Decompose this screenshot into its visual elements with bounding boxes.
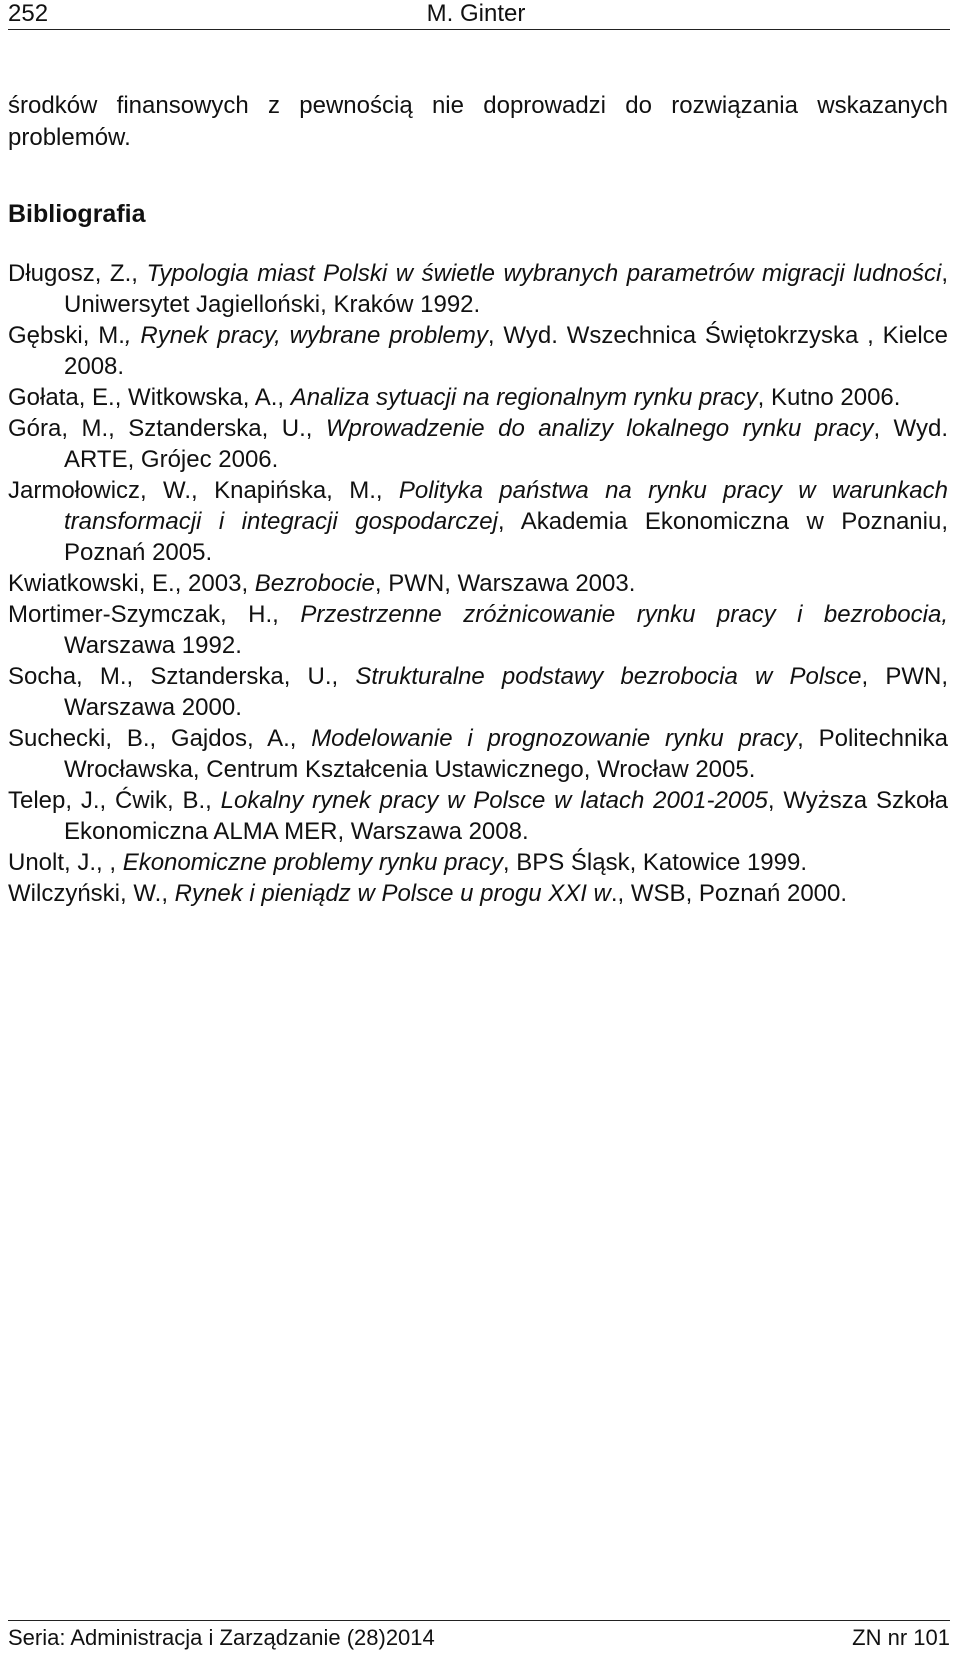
entry-authors: Długosz, Z., [8, 260, 147, 287]
entry-title: , Rynek pracy, wybrane problemy [124, 322, 488, 349]
bibliography-entry [8, 413, 948, 475]
footer-rule [8, 1620, 950, 1621]
page-body [8, 90, 948, 909]
bibliography-entry [8, 599, 948, 661]
footer-series: Seria: Administracja i Zarządzanie (28)2014 [8, 1625, 435, 1650]
entry-title: Ekonomiczne problemy rynku pracy [122, 849, 503, 876]
entry-authors: Wilczyński, W., [8, 880, 175, 907]
entry-authors: Suchecki, B., Gajdos, A., [8, 725, 312, 752]
entry-title: Polityka państwa na rynku pracy w warunkach transformacji i integracji gospodarczej [64, 477, 948, 535]
entry-authors: Telep, J., Ćwik, B., [8, 787, 221, 814]
entry-publisher: , Wyższa Szkoła Ekonomiczna ALMA MER, Warszawa 2008. [64, 787, 948, 845]
header-rule [8, 29, 950, 30]
entry-publisher: , PWN, Warszawa 2000. [64, 663, 949, 721]
entry-authors: Kwiatkowski, E., 2003, [8, 570, 255, 597]
entry-title: Analiza sytuacji na regionalnym rynku pracy [290, 384, 758, 411]
entry-publisher: , Wyd. Wszechnica Świętokrzyska , Kielce 2008. [64, 322, 948, 380]
bibliography-entry [8, 785, 948, 847]
bibliography-entry [8, 475, 948, 568]
bibliography-entry [8, 847, 948, 878]
entry-title: Strukturalne podstawy bezrobocia w Polsce [355, 663, 862, 690]
entry-publisher: , Uniwersytet Jagielloński, Kraków 1992. [64, 260, 948, 318]
bibliography-entry [8, 568, 948, 599]
entry-title: Typologia miast Polski w świetle wybranych parametrów migracji ludności [146, 260, 942, 287]
entry-title: Lokalny rynek pracy w Polsce w latach 2001-2005 [220, 787, 768, 814]
bibliography-entry [8, 382, 948, 413]
entry-publisher: ., WSB, Poznań 2000. [610, 880, 848, 907]
page-header [8, 0, 958, 36]
entry-authors: Socha, M., Sztanderska, U., [8, 663, 356, 690]
entry-authors: Góra, M., Sztanderska, U., [8, 415, 326, 442]
page-number: 252 [8, 0, 49, 27]
entry-authors: Gębski, M. [8, 322, 125, 349]
bibliography-entry [8, 258, 948, 320]
entry-title: Wprowadzenie do analizy lokalnego rynku pracy [325, 415, 874, 442]
bibliography-entry [8, 320, 948, 382]
bibliography-entry [8, 661, 948, 723]
entry-publisher: , Akademia Ekonomiczna w Poznaniu, Poznań 2005. [64, 508, 948, 566]
entry-title: Bezrobocie [254, 570, 375, 597]
entry-authors: Gołata, E., Witkowska, A., [8, 384, 291, 411]
bibliography-list [8, 258, 948, 909]
intro-paragraph: środków finansowych z pewnością nie doprowadzi do rozwiązania wskazanych problemów. [8, 92, 948, 151]
entry-authors: Jarmołowicz, W., Knapińska, M., [8, 477, 399, 504]
entry-title: Rynek i pieniądz w Polsce u progu XXI w [174, 880, 611, 907]
entry-publisher: , Kutno 2006. [757, 384, 901, 411]
bibliography-entry [8, 878, 948, 909]
bibliography-entry [8, 723, 948, 785]
footer-issue: ZN nr 101 [852, 1625, 950, 1650]
running-head-author: M. Ginter [426, 0, 526, 27]
entry-title: Modelowanie i prognozowanie rynku pracy [311, 725, 798, 752]
entry-publisher: , Politechnika Wrocławska, Centrum Kształcenia Ustawicznego, Wrocław 2005. [64, 725, 948, 783]
page-footer [8, 1624, 950, 1652]
entry-publisher: , Wyd. ARTE, Grójec 2006. [64, 415, 949, 473]
entry-title: Przestrzenne zróżnicowanie rynku pracy i bezrobocia, [300, 601, 948, 628]
entry-authors: Mortimer-Szymczak, H., [8, 601, 301, 628]
bibliography-heading: Bibliografia [8, 200, 146, 228]
entry-authors: Unolt, J., , [8, 849, 123, 876]
entry-publisher: , PWN, Warszawa 2003. [374, 570, 636, 597]
entry-publisher: Warszawa 1992. [64, 632, 242, 659]
entry-publisher: , BPS Śląsk, Katowice 1999. [502, 849, 808, 876]
